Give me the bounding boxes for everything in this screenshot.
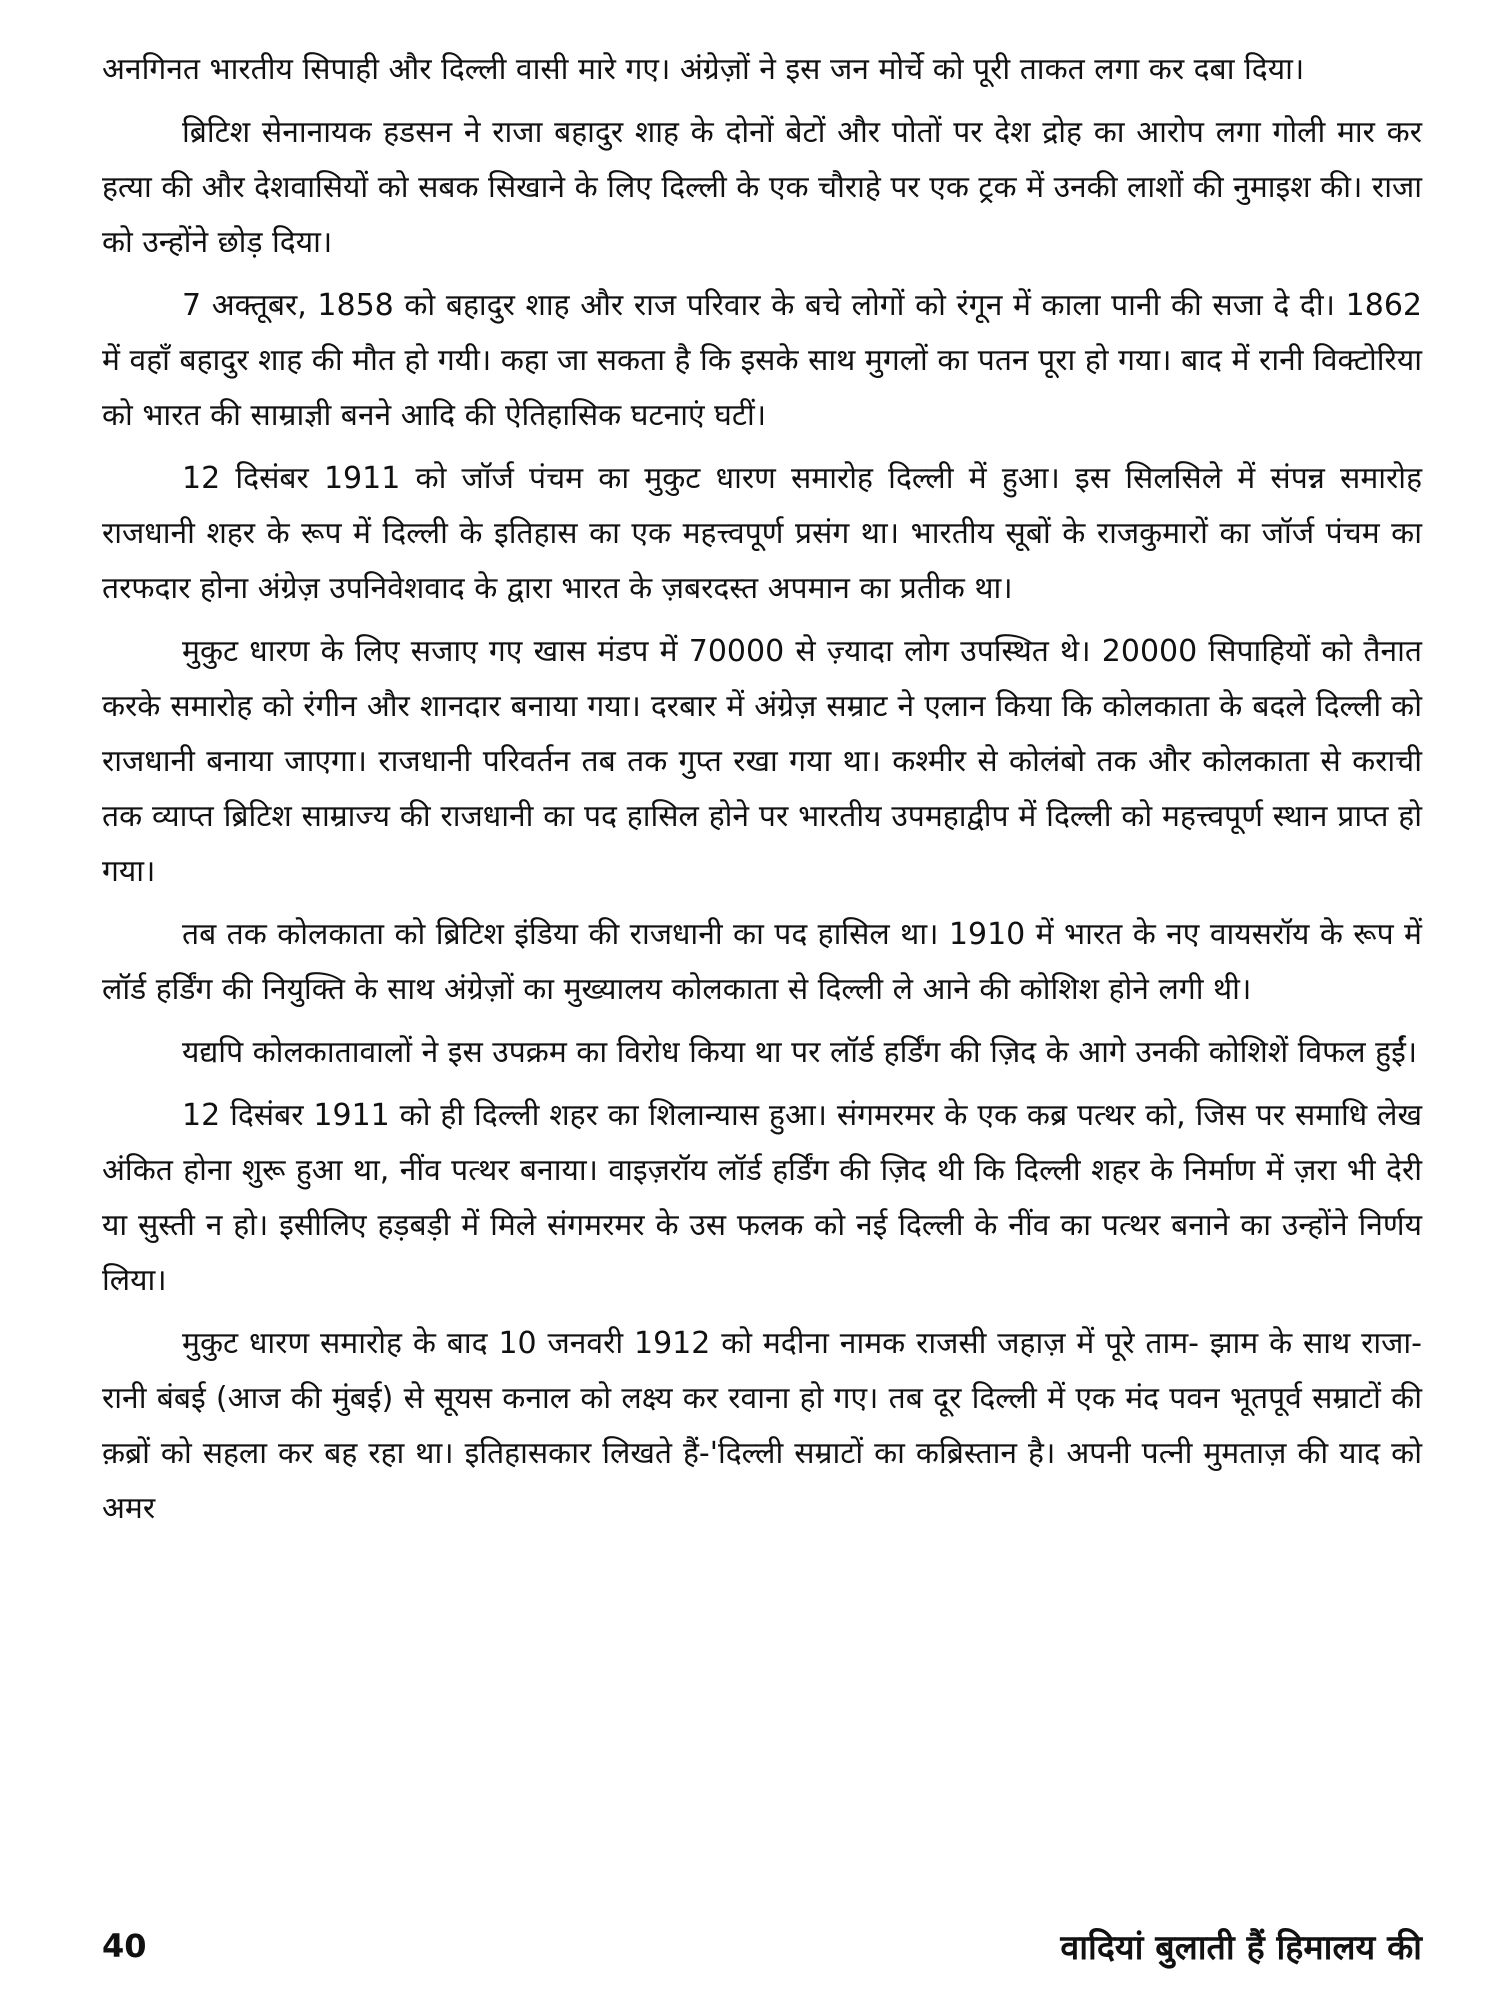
paragraph-continuation: अनगिनत भारतीय सिपाही और दिल्ली वासी मारे गए। अंग्रेज़ों ने इस जन मोर्चे को पूरी ताकत लगा कर दबा दिया।	[102, 52, 1305, 87]
paragraph-departure: मुकुट धारण समारोह के बाद 10 जनवरी 1912 को मदीना नामक राजसी जहाज़ में पूरे ताम- झाम के साथ राजा-रानी बंबई (आज की मुंबई) से सूयस कनाल को लक्ष्य कर रवाना हो गए। तब दूर दिल्ली में एक मंद पवन भूतपूर्व सम्राटों की क़ब्रों को सहला कर बह रहा था। इतिहासकार लिखते हैं-'दिल्ली सम्राटों का कब्रिस्तान है। अपनी पत्नी मुमताज़ की याद को अमर	[102, 1326, 1422, 1526]
paragraph-rangoon-exile: 7 अक्तूबर, 1858 को बहादुर शाह और राज परिवार के बचे लोगों को रंगून में काला पानी की सजा दे दी। 1862 में वहाँ बहादुर शाह की मौत हो गयी। कहा जा सकता है कि इसके साथ मुगलों का पतन पूरा हो गया। बाद में रानी विक्टोरिया को भारत की साम्राज्ञी बनने आदि की ऐतिहासिक घटनाएं घटीं।	[102, 288, 1422, 433]
book-title: वादियां बुलाती हैं हिमालय की	[1060, 1928, 1422, 1968]
paragraph-hudson: ब्रिटिश सेनानायक हडसन ने राजा बहादुर शाह के दोनों बेटों और पोतों पर देश द्रोह का आरोप लगा गोली मार कर हत्या की और देशवासियों को सबक सिखाने के लिए दिल्ली के एक चौराहे पर एक ट्रक में उनकी लाशों की नुमाइश की। राजा को उन्होंने छोड़ दिया।	[102, 115, 1422, 260]
paragraph-foundation-stone: 12 दिसंबर 1911 को ही दिल्ली शहर का शिलान्यास हुआ। संगमरमर के एक कब्र पत्थर को, जिस पर समाधि लेख अंकित होना शुरू हुआ था, नींव पत्थर बनाया। वाइज़रॉय लॉर्ड हर्डिंग की ज़िद थी कि दिल्ली शहर के निर्माण में ज़रा भी देरी या सुस्ती न हो। इसीलिए हड़बड़ी में मिले संगमरमर के उस फलक को नई दिल्ली के नींव का पत्थर बनाने का उन्होंने निर्णय लिया।	[102, 1098, 1422, 1298]
paragraph-coronation: 12 दिसंबर 1911 को जॉर्ज पंचम का मुकुट धारण समारोह दिल्ली में हुआ। इस सिलसिले में संपन्न समारोह राजधानी शहर के रूप में दिल्ली के इतिहास का एक महत्त्वपूर्ण प्रसंग था। भारतीय सूबों के राजकुमारों का जॉर्ज पंचम का तरफदार होना अंग्रेज़ उपनिवेशवाद के द्वारा भारत के ज़बरदस्त अपमान का प्रतीक था।	[102, 461, 1422, 606]
paragraph-kolkata-capital: तब तक कोलकाता को ब्रिटिश इंडिया की राजधानी का पद हासिल था। 1910 में भारत के नए वायसरॉय के रूप में लॉर्ड हर्डिंग की नियुक्ति के साथ अंग्रेज़ों का मुख्यालय कोलकाता से दिल्ली ले आने की कोशिश होने लगी थी।	[102, 917, 1422, 1007]
body-text	[102, 42, 1422, 1544]
page-number: 40	[102, 1927, 147, 1965]
page-footer	[102, 1918, 1422, 1974]
paragraph-durbar: मुकुट धारण के लिए सजाए गए खास मंडप में 70000 से ज़्यादा लोग उपस्थित थे। 20000 सिपाहियों को तैनात करके समारोह को रंगीन और शानदार बनाया गया। दरबार में अंग्रेज़ सम्राट ने एलान किया कि कोलकाता के बदले दिल्ली को राजधानी बनाया जाएगा। राजधानी परिवर्तन तब तक गुप्त रखा गया था। कश्मीर से कोलंबो तक और कोलकाता से कराची तक व्याप्त ब्रिटिश साम्राज्य की राजधानी का पद हासिल होने पर भारतीय उपमहाद्वीप में दिल्ली को महत्त्वपूर्ण स्थान प्राप्त हो गया।	[102, 634, 1422, 889]
paragraph-opposition: यद्यपि कोलकातावालों ने इस उपक्रम का विरोध किया था पर लॉर्ड हर्डिंग की ज़िद के आगे उनकी कोशिशें विफल हुईं।	[182, 1035, 1418, 1070]
